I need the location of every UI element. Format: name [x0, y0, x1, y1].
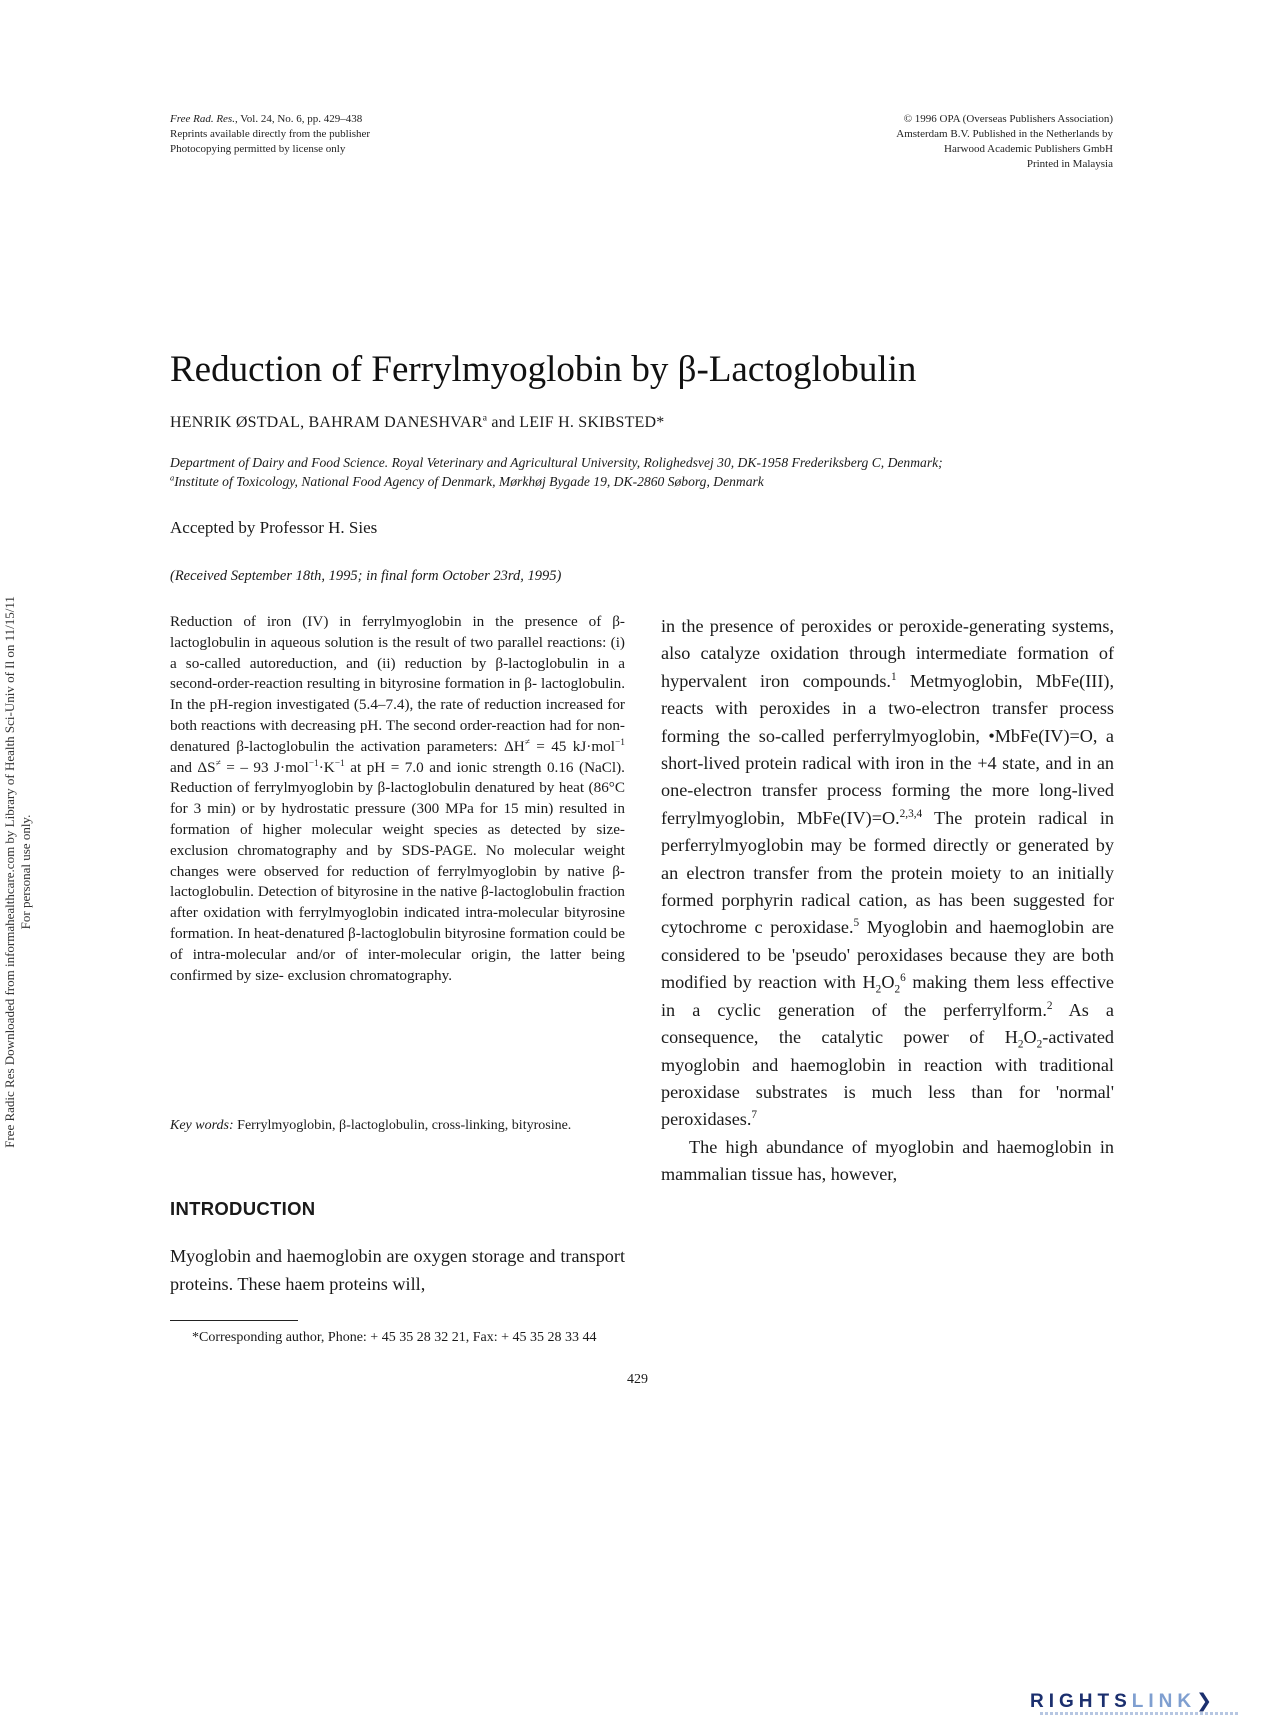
- logo-link: LINK: [1131, 1691, 1197, 1712]
- intro-text-5: making them less effective in a cyclic generation of the perferrylform.: [661, 972, 1114, 1020]
- ref-1: 1: [890, 670, 897, 683]
- abstract-text-1: Reduction of iron (IV) in ferrylmyoglobin in the presence of β-lactoglobulin in aqueous solution is the result of two parallel reactions: (i) a so-called autoreduction, and (ii) reduction by β-lactoglobulin in a second-order-reaction resulting in bityrosine formation in β- lactoglobulin. In the pH-region investigated (5.4–7.4), the rate of reduction increased for both reactions with decreasing pH. The second order-reaction had for non-denatured β-lactoglobulin the activation parameters: ΔH: [170, 613, 625, 755]
- copyright-line: © 1996 OPA (Overseas Publishers Association): [903, 113, 1113, 125]
- publisher-name: Harwood Academic Publishers GmbH: [944, 143, 1113, 155]
- affiliation-mark: a: [170, 472, 175, 483]
- printed-in: Printed in Malaysia: [1026, 158, 1113, 170]
- abstract-text-5: ·K: [318, 758, 335, 776]
- introduction-left-column: [170, 1243, 625, 1298]
- abstract-text-3: and ΔS: [170, 758, 216, 776]
- article-title: Reduction of Ferrylmyoglobin by β-Lactoglobulin: [170, 349, 917, 390]
- keywords-label: Key words:: [170, 1118, 234, 1133]
- affiliation-1: Department of Dairy and Food Science. Royal Veterinary and Agricultural University, Rolighedsvej 30, DK-1958 Frederiksberg C, Denmark;: [170, 455, 943, 470]
- intro-text-4: Myoglobin and haemoglobin are considered to be 'pseudo' peroxidases because they are both modified by reaction with H: [661, 917, 1114, 993]
- intro-paragraph-2: The high abundance of myoglobin and haemoglobin in mammalian tissue has, however,: [661, 1136, 1114, 1185]
- affiliations: [170, 453, 1130, 491]
- logo-arrow-icon: ❯: [1196, 1691, 1218, 1712]
- intro-text-4b: O: [881, 972, 895, 993]
- publisher-info: [896, 112, 1113, 172]
- exp-minus-1a: −1: [614, 737, 625, 748]
- watermark-line-1: Free Radic Res Downloaded from informahealthcare.com by Library of Health Sci-Univ of Il on 11/15/11: [2, 596, 17, 1148]
- logo-rights: RIGHTS: [1030, 1691, 1132, 1712]
- reprints-note: Reprints available directly from the publisher: [170, 128, 371, 140]
- accepted-by: Accepted by Professor H. Sies: [170, 518, 378, 537]
- author-affil-mark: a: [482, 412, 488, 424]
- journal-name: Free Rad. Res.: [170, 113, 235, 125]
- ref-7: 7: [751, 1109, 758, 1122]
- subscript-2c: 2: [1017, 1038, 1024, 1051]
- abstract-text-4: = – 93 J·mol: [220, 758, 309, 776]
- neq-mark-2: ≠: [215, 758, 221, 769]
- download-watermark: [2, 492, 34, 1252]
- journal-citation: , Vol. 24, No. 6, pp. 429–438: [234, 113, 363, 125]
- exp-minus-1c: −1: [334, 758, 345, 769]
- ref-5: 5: [853, 917, 860, 930]
- subscript-2a: 2: [875, 983, 882, 996]
- abstract: [170, 612, 625, 986]
- footnote-rule: [170, 1320, 298, 1321]
- intro-text-1: in the presence of peroxides or peroxide-generating systems, also catalyze oxidation through intermediate formation of hypervalent iron compounds.: [661, 616, 1114, 691]
- introduction-right-column: [661, 613, 1114, 1189]
- corresponding-author-footnote: *Corresponding author, Phone: + 45 35 28 32 21, Fax: + 45 35 28 33 44: [192, 1330, 597, 1345]
- intro-text-3: The protein radical in perferrylmyoglobin may be formed directly or generated by an electron transfer from the protein moiety to an initially formed porphyrin radical cation, as has been suggested for cytochrome c peroxidase.: [661, 807, 1114, 938]
- ref-2-3-4: 2,3,4: [899, 807, 923, 820]
- journal-info: [170, 112, 370, 157]
- neq-mark-1: ≠: [524, 737, 530, 748]
- keywords: [170, 1116, 625, 1135]
- page-number: 429: [627, 1372, 648, 1387]
- affiliation-2: Institute of Toxicology, National Food Agency of Denmark, Mørkhøj Bygade 19, DK-2860 Søborg, Denmark: [174, 474, 764, 489]
- watermark-line-2: For personal use only.: [18, 814, 33, 930]
- ref-6: 6: [900, 972, 906, 985]
- section-heading-introduction: INTRODUCTION: [170, 1198, 316, 1219]
- abstract-text-6: at pH = 7.0 and ionic strength 0.16 (NaCl). Reduction of ferrylmyoglobin by β-lactoglobulin denatured by heat (86°C for 3 min) or by hydrostatic pressure (300 MPa for 15 min) resulted in formation of higher molecular weight species as detected by size-exclusion chromatography and by SDS-PAGE. No molecular weight changes were observed for reduction of ferrylmyoglobin by native β-lactoglobulin. Detection of bityrosine in the native β-lactoglobulin fraction after oxidation with ferrylmyoglobin indicated intra-molecular bityrosine formation. In heat-denatured β-lactoglobulin bityrosine formation could be of intra-molecular and/or of inter-molecular origin, the latter being confirmed by size- exclusion chromatography.: [170, 758, 625, 984]
- logo-tagline-stripe: [1040, 1712, 1240, 1715]
- subscript-2d: 2: [1036, 1038, 1043, 1051]
- received-dates: (Received September 18th, 1995; in final form October 23rd, 1995): [170, 568, 562, 584]
- subscript-2b: 2: [894, 983, 901, 996]
- intro-paragraph-continued: [661, 613, 1114, 1134]
- intro-text-6c: -activated myoglobin and haemoglobin in reaction with traditional peroxidase substrates is much less than for 'normal' peroxidases.: [661, 1027, 1114, 1130]
- author-names-2: and LEIF H. SKIBSTED*: [487, 414, 665, 431]
- publisher-line: Amsterdam B.V. Published in the Netherlands by: [896, 128, 1113, 140]
- rightslink-logo[interactable]: [1030, 1692, 1217, 1712]
- keywords-list: Ferrylmyoglobin, β-lactoglobulin, cross-linking, bityrosine.: [233, 1118, 572, 1133]
- author-list: [170, 412, 665, 434]
- abstract-text-2: = 45 kJ·mol: [529, 737, 615, 755]
- exp-minus-1b: −1: [308, 758, 319, 769]
- ref-2: 2: [1046, 999, 1053, 1012]
- intro-text-6: As a consequence, the catalytic power of H: [661, 999, 1114, 1048]
- author-names-1: HENRIK ØSTDAL, BAHRAM DANESHVAR: [170, 414, 483, 431]
- intro-paragraph-start: Myoglobin and haemoglobin are oxygen storage and transport proteins. These haem proteins will,: [170, 1246, 625, 1294]
- intro-text-2: Metmyoglobin, MbFe(III), reacts with peroxides in a two-electron transfer process forming the so-called perferrylmyoglobin, •MbFe(IV)=O, a short-lived protein radical with iron in the +4 state, and in an one-electron transfer process forming the more long-lived ferrylmyoglobin, MbFe(IV)=O.: [661, 670, 1114, 828]
- photocopy-note: Photocopying permitted by license only: [170, 143, 346, 155]
- intro-text-6b: O: [1023, 1027, 1037, 1048]
